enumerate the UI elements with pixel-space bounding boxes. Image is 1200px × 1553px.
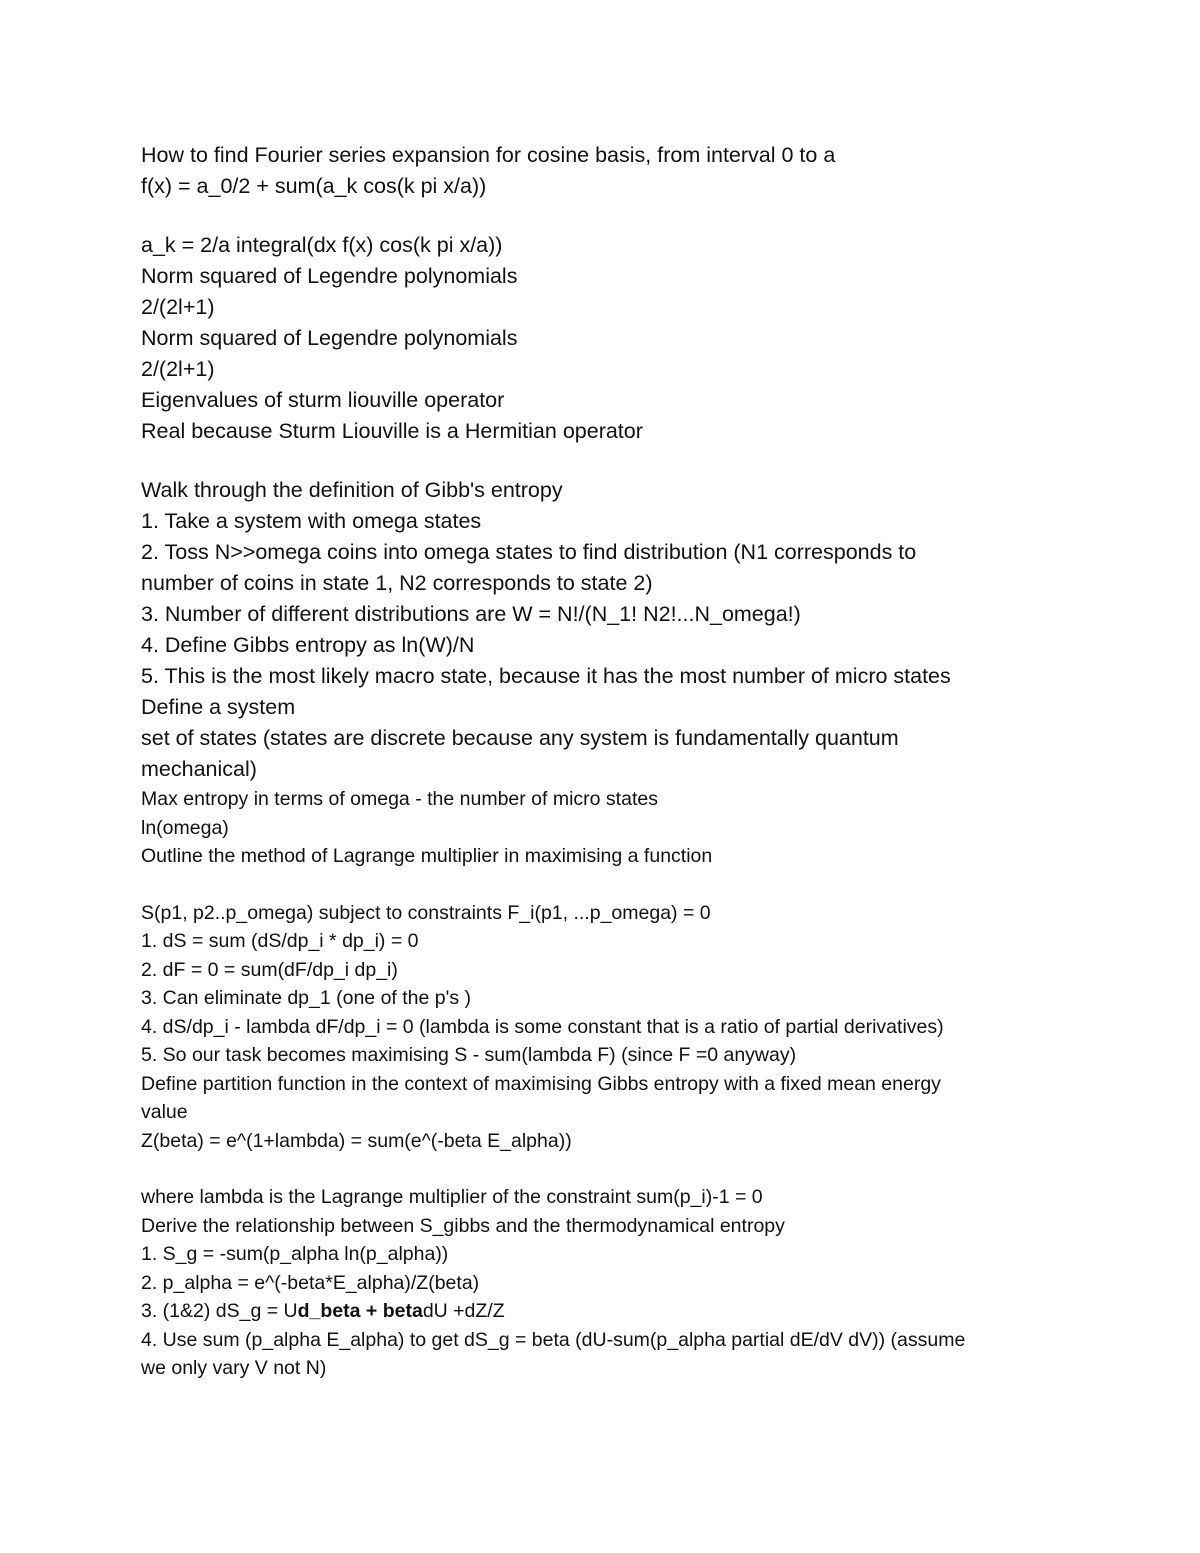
gibbs-step-4: 4. Define Gibbs entropy as ln(W)/N (141, 633, 475, 657)
entropy-step-3 (141, 1297, 1101, 1326)
entropy-step-4-continued: we only vary V not N) (141, 1357, 327, 1379)
entropy-step-3-bold: d_beta + beta (297, 1300, 423, 1322)
entropy-step-3-suffix: dU +dZ/Z (422, 1300, 505, 1322)
lagrange-constraint-note: where lambda is the Lagrange multiplier of the constraint sum(p_i)-1 = 0 (141, 1186, 763, 1208)
fourier-heading: How to find Fourier series expansion for cosine basis, from interval 0 to a (141, 143, 836, 167)
spacer (141, 1155, 1101, 1183)
spacer (141, 202, 1101, 230)
gibbs-step-5: 5. This is the most likely macro state, because it has the most number of micro states (141, 664, 951, 688)
entropy-step-2: 2. p_alpha = e^(-beta*E_alpha)/Z(beta) (141, 1271, 480, 1294)
entropy-step-3-prefix: 3. (1&2) dS_g = U (141, 1300, 298, 1322)
legendre-question-1: Norm squared of Legendre polynomials (141, 264, 518, 288)
system-question: Define a system (141, 695, 296, 719)
sturm-answer: Real because Sturm Liouville is a Hermitian operator (141, 419, 643, 443)
entropy-step-1: 1. S_g = -sum(p_alpha ln(p_alpha)) (141, 1243, 449, 1265)
gibbs-step-2: 2. Toss N>>omega coins into omega states to find distribution (N1 corresponds to (141, 540, 917, 564)
lagrange-step-2: 2. dF = 0 = sum(dF/dp_i dp_i) (141, 958, 398, 981)
entropy-relation-heading: Derive the relationship between S_gibbs and the thermodynamical entropy (141, 1214, 785, 1237)
lagrange-step-5: 5. So our task becomes maximising S - sum(lambda F) (since F =0 anyway) (141, 1044, 797, 1066)
gibbs-step-2-continued: number of coins in state 1, N2 corresponds to state 2) (141, 571, 653, 595)
spacer (141, 871, 1101, 899)
max-entropy-question: Max entropy in terms of omega - the number of micro states (141, 788, 658, 810)
max-entropy-answer: ln(omega) (141, 816, 229, 839)
partition-question: Define partition function in the context of maximising Gibbs entropy with a fixed mean energy (141, 1072, 941, 1095)
gibbs-step-1: 1. Take a system with omega states (141, 509, 482, 533)
partition-question-continued: value (141, 1101, 188, 1123)
lagrange-step-1: 1. dS = sum (dS/dp_i * dp_i) = 0 (141, 930, 419, 952)
fourier-coefficient: a_k = 2/a integral(dx f(x) cos(k pi x/a)) (141, 233, 503, 257)
document-page (141, 140, 1101, 1383)
system-answer: set of states (states are discrete because any system is fundamentally quantum (141, 726, 899, 750)
fourier-formula: f(x) = a_0/2 + sum(a_k cos(k pi x/a)) (141, 174, 487, 198)
gibbs-step-3: 3. Number of different distributions are W = N!/(N_1! N2!...N_omega!) (141, 602, 801, 626)
sturm-question: Eigenvalues of sturm liouville operator (141, 388, 505, 412)
legendre-answer-2: 2/(2l+1) (141, 357, 215, 381)
legendre-question-2: Norm squared of Legendre polynomials (141, 326, 518, 350)
gibbs-heading: Walk through the definition of Gibb's entropy (141, 478, 563, 502)
partition-formula: Z(beta) = e^(1+lambda) = sum(e^(-beta E_alpha)) (141, 1129, 572, 1152)
spacer (141, 447, 1101, 475)
system-answer-continued: mechanical) (141, 757, 257, 781)
legendre-answer-1: 2/(2l+1) (141, 295, 215, 319)
lagrange-heading: Outline the method of Lagrange multiplier in maximising a function (141, 845, 713, 867)
lagrange-step-4: 4. dS/dp_i - lambda dF/dp_i = 0 (lambda is some constant that is a ratio of partial derivatives) (141, 1015, 944, 1038)
entropy-step-4: 4. Use sum (p_alpha E_alpha) to get dS_g = beta (dU-sum(p_alpha partial dE/dV dV)) (assume (141, 1328, 966, 1351)
lagrange-step-3: 3. Can eliminate dp_1 (one of the p's ) (141, 987, 472, 1009)
lagrange-setup: S(p1, p2..p_omega) subject to constraints F_i(p1, ...p_omega) = 0 (141, 901, 711, 924)
